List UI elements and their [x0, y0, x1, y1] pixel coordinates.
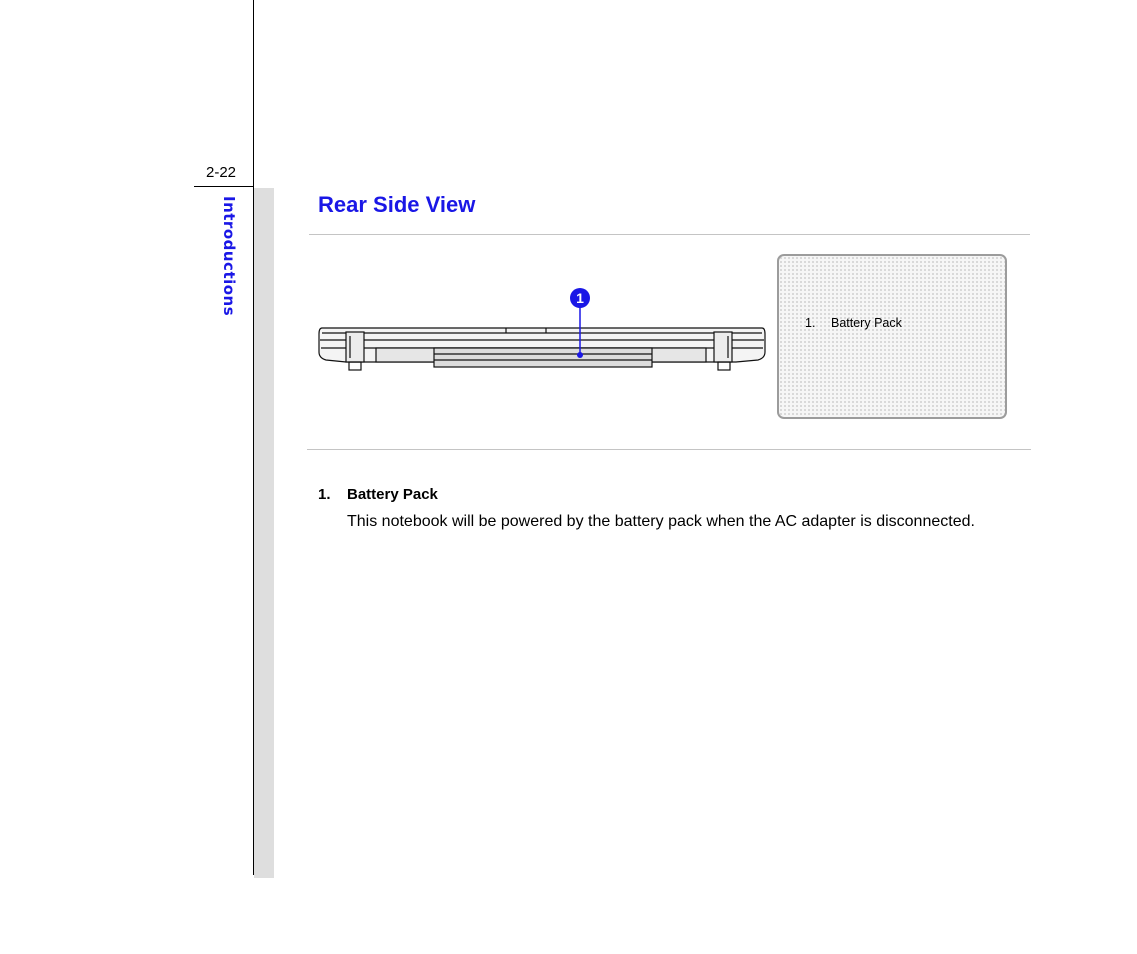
bottom-divider [307, 449, 1031, 450]
legend-item-label: Battery Pack [831, 316, 902, 330]
item-title: Battery Pack [347, 486, 438, 503]
page-number-rule [194, 186, 254, 187]
side-band [254, 188, 274, 878]
item-number: 1. [318, 486, 331, 503]
item-description: This notebook will be powered by the battery pack when the AC adapter is disconnected. [347, 513, 975, 530]
page-number: 2-22 [206, 164, 237, 181]
item-heading [318, 486, 438, 503]
legend-item-number: 1. [805, 316, 816, 330]
section-label: Introductions [220, 196, 238, 317]
page-title: Rear Side View [318, 192, 476, 217]
top-divider [309, 234, 1030, 235]
legend-box [777, 254, 1007, 419]
callout-marker-label: 1 [576, 290, 584, 306]
laptop-rear-illustration [316, 284, 768, 374]
legend-item [805, 316, 902, 330]
